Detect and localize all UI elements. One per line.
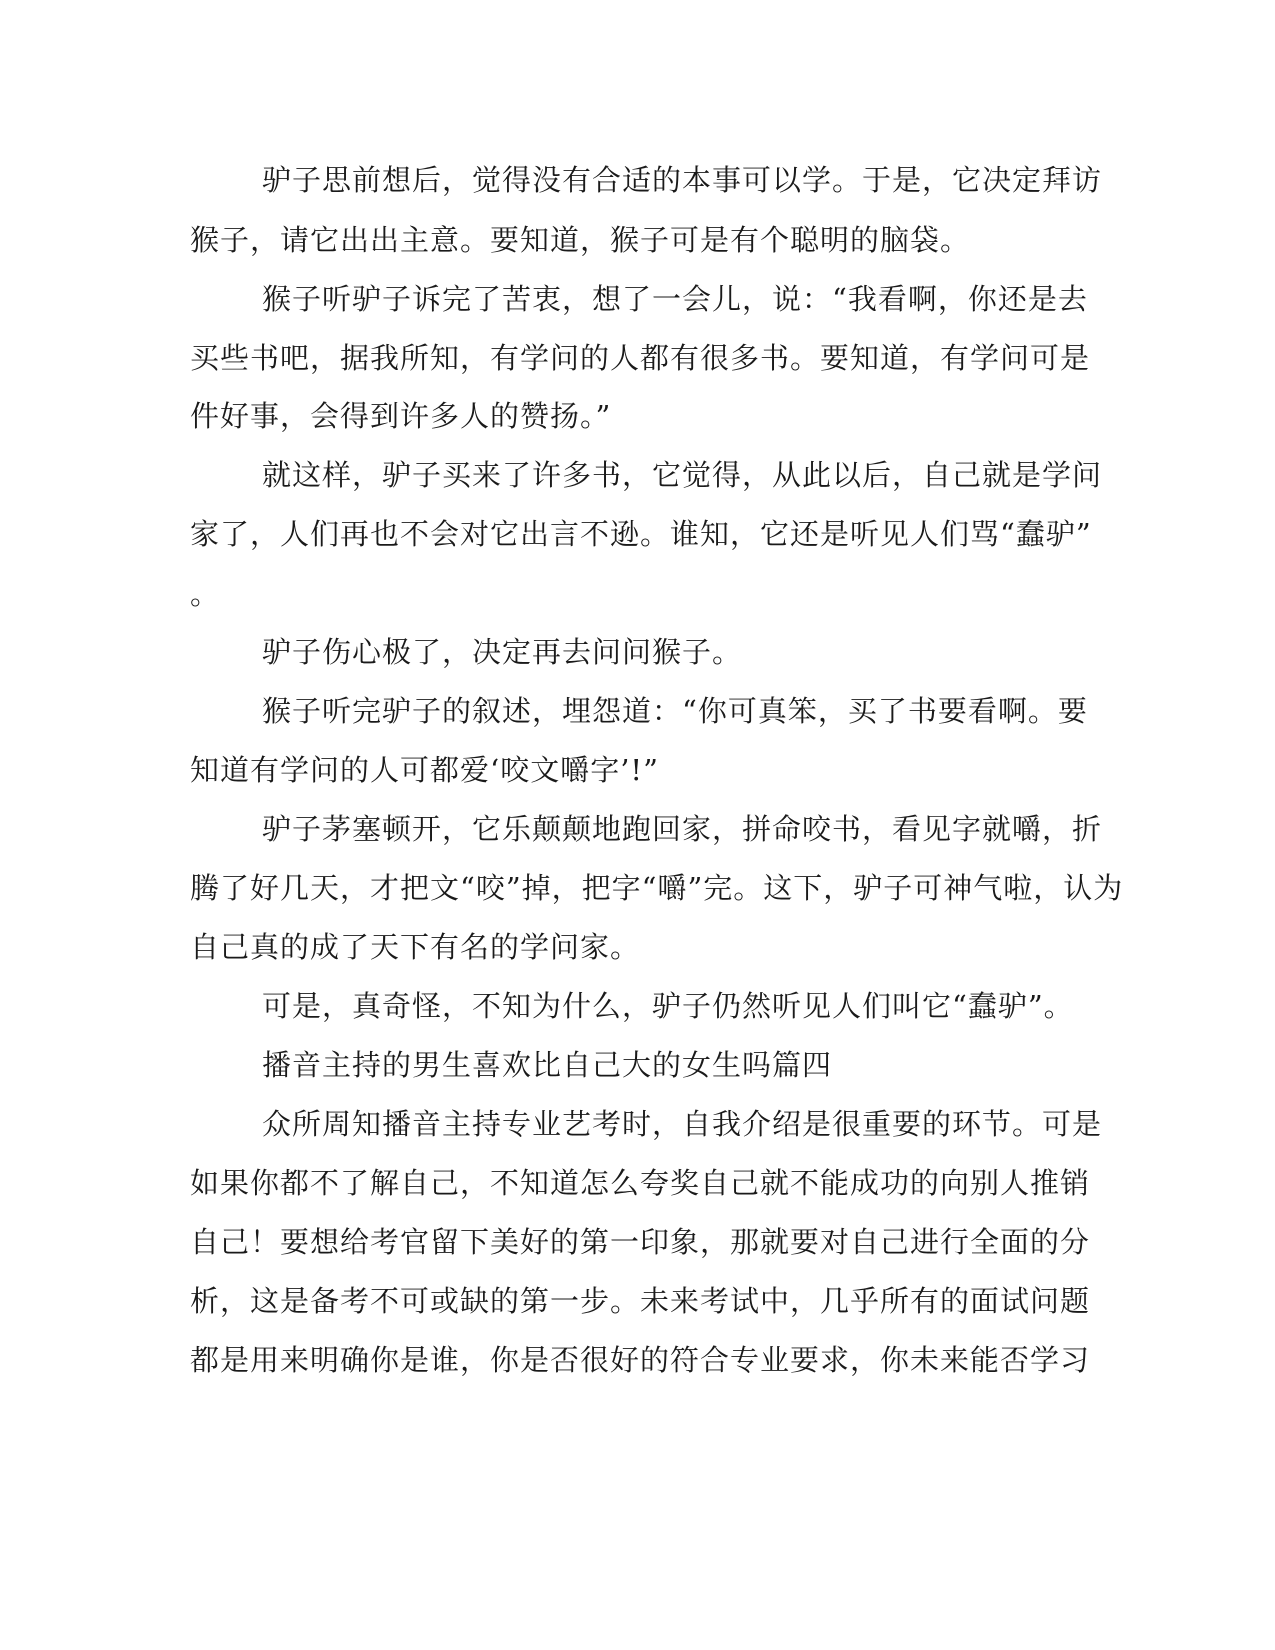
paragraph-line: 猴子，请它出出主意。要知道，猴子可是有个聪明的脑袋。 (190, 223, 971, 257)
paragraph-line: 驴子思前想后，觉得没有合适的本事可以学。于是，它决定拜访 (262, 163, 1103, 197)
paragraph-line: 自己真的成了天下有名的学问家。 (190, 930, 641, 964)
paragraph-line: 猴子听驴子诉完了苦衷，想了一会儿，说：“我看啊，你还是去 (262, 282, 1088, 316)
paragraph-line: 都是用来明确你是谁，你是否很好的符合专业要求，你未来能否学习 (190, 1343, 1091, 1377)
paragraph-line: 驴子伤心极了，决定再去问问猴子。 (262, 635, 743, 669)
paragraph-line: 买些书吧，据我所知，有学问的人都有很多书。要知道，有学问可是 (190, 341, 1091, 375)
paragraph-line: 如果你都不了解自己，不知道怎么夸奖自己就不能成功的向别人推销 (190, 1166, 1091, 1200)
paragraph-line: 众所周知播音主持专业艺考时，自我介绍是很重要的环节。可是 (262, 1107, 1103, 1141)
paragraph-line: 就这样，驴子买来了许多书，它觉得，从此以后，自己就是学问 (262, 458, 1103, 492)
paragraph-line: 知道有学问的人可都爱‘咬文嚼字’!” (190, 753, 659, 787)
paragraph-line: 。 (190, 577, 221, 611)
paragraph-line: 析，这是备考不可或缺的第一步。未来考试中，几乎所有的面试问题 (190, 1284, 1091, 1318)
paragraph-line: 猴子听完驴子的叙述，埋怨道：“你可真笨，买了书要看啊。要 (262, 694, 1088, 728)
paragraph-line: 驴子茅塞顿开，它乐颠颠地跑回家，拼命咬书，看见字就嚼，折 (262, 812, 1103, 846)
paragraph-line: 可是，真奇怪，不知为什么，驴子仍然听见人们叫它“蠢驴”。 (262, 989, 1074, 1023)
paragraph-line: 家了，人们再也不会对它出言不逊。谁知，它还是听见人们骂“蠢驴” (190, 517, 1092, 551)
paragraph-line: 腾了好几天，才把文“咬”掉，把字“嚼”完。这下，驴子可神气啦，认为 (190, 871, 1124, 905)
paragraph-line: 自己！要想给考官留下美好的第一印象，那就要对自己进行全面的分 (190, 1225, 1091, 1259)
paragraph-line: 件好事，会得到许多人的赞扬。” (190, 399, 612, 433)
section-heading: 播音主持的男生喜欢比自己大的女生吗篇四 (262, 1048, 833, 1082)
